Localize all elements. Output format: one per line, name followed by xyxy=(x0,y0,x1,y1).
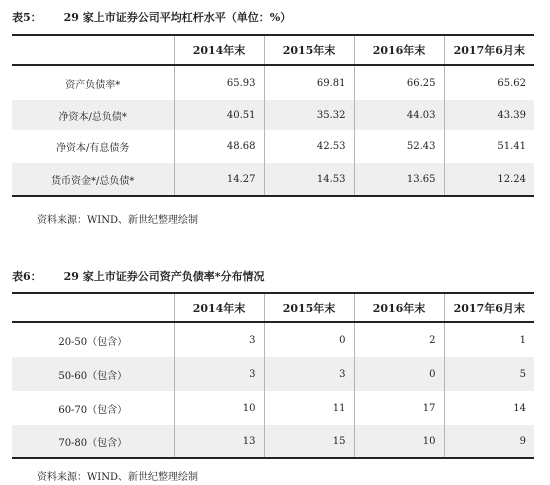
cell: 0 xyxy=(264,322,354,357)
row-label: 净资本/有息债务 xyxy=(56,143,130,154)
cell: 14.53 xyxy=(264,163,354,196)
table5-header-blank xyxy=(12,35,174,65)
table6-caption: 29 家上市证券公司资产负债率*分布情况 xyxy=(63,270,265,283)
cell: 65.62 xyxy=(444,65,534,100)
row-label: 60-70（包含） xyxy=(58,404,128,416)
table-row xyxy=(12,100,534,130)
table5-caption: 29 家上市证券公司平均杠杆水平（单位：%） xyxy=(63,11,292,24)
cell: 3 xyxy=(174,322,264,357)
row-label: 70-80（包含） xyxy=(12,425,174,458)
cell: 14 xyxy=(444,391,534,425)
row-label: 50-60（包含） xyxy=(12,357,174,391)
table-row xyxy=(12,391,534,425)
table6-number: 表6： xyxy=(12,270,42,283)
cell: 40.51 xyxy=(174,100,264,130)
table6-title xyxy=(12,268,265,284)
cell: 13 xyxy=(174,425,264,458)
table-row xyxy=(12,163,534,196)
table-row xyxy=(12,357,534,391)
cell: 48.68 xyxy=(174,130,264,163)
table-row xyxy=(12,130,534,163)
cell: 42.53 xyxy=(264,130,354,163)
table-row xyxy=(12,65,534,100)
cell: 69.81 xyxy=(264,65,354,100)
cell: 17 xyxy=(354,391,444,425)
table6-header-row xyxy=(12,293,534,322)
cell: 43.39 xyxy=(444,100,534,130)
table-row xyxy=(12,322,534,357)
row-label: 净资本/总负债* xyxy=(12,100,174,130)
table5-title xyxy=(12,9,291,25)
table5-header-2015: 2015年末 xyxy=(264,35,354,65)
table6-header-blank xyxy=(12,293,174,322)
cell: 35.32 xyxy=(264,100,354,130)
cell: 15 xyxy=(264,425,354,458)
cell: 3 xyxy=(174,357,264,391)
table6-header-2015: 2015年末 xyxy=(264,293,354,322)
table5-header-2014: 2014年末 xyxy=(174,35,264,65)
cell: 52.43 xyxy=(354,130,444,163)
cell: 65.93 xyxy=(174,65,264,100)
cell: 3 xyxy=(264,357,354,391)
cell: 44.03 xyxy=(354,100,444,130)
cell: 10 xyxy=(354,425,444,458)
table5-header-2016: 2016年末 xyxy=(354,35,444,65)
cell: 11 xyxy=(264,391,354,425)
table5-number: 表5： xyxy=(12,11,42,24)
row-label: 资产负债率* xyxy=(65,79,121,91)
cell: 10 xyxy=(174,391,264,425)
cell: 13.65 xyxy=(354,163,444,196)
cell: 14.27 xyxy=(174,163,264,196)
cell: 0 xyxy=(354,357,444,391)
table5 xyxy=(12,34,534,197)
table6-header-2016: 2016年末 xyxy=(354,293,444,322)
cell: 51.41 xyxy=(444,130,534,163)
table6 xyxy=(12,292,534,459)
table5-header-row xyxy=(12,35,534,65)
table5-header-2017h1: 2017年6月末 xyxy=(444,35,534,65)
cell: 1 xyxy=(444,322,534,357)
table-row xyxy=(12,425,534,458)
table6-header-2017h1: 2017年6月末 xyxy=(444,293,534,322)
cell: 66.25 xyxy=(354,65,444,100)
cell: 9 xyxy=(444,425,534,458)
row-label: 20-50（包含） xyxy=(58,336,128,348)
cell: 2 xyxy=(354,322,444,357)
row-label: 货币资金*/总负债* xyxy=(12,163,174,196)
table6-header-2014: 2014年末 xyxy=(174,293,264,322)
cell: 12.24 xyxy=(444,163,534,196)
cell: 5 xyxy=(444,357,534,391)
table5-source: 资料来源：WIND、新世纪整理绘制 xyxy=(37,215,198,226)
table6-source: 资料来源：WIND、新世纪整理绘制 xyxy=(37,472,198,483)
